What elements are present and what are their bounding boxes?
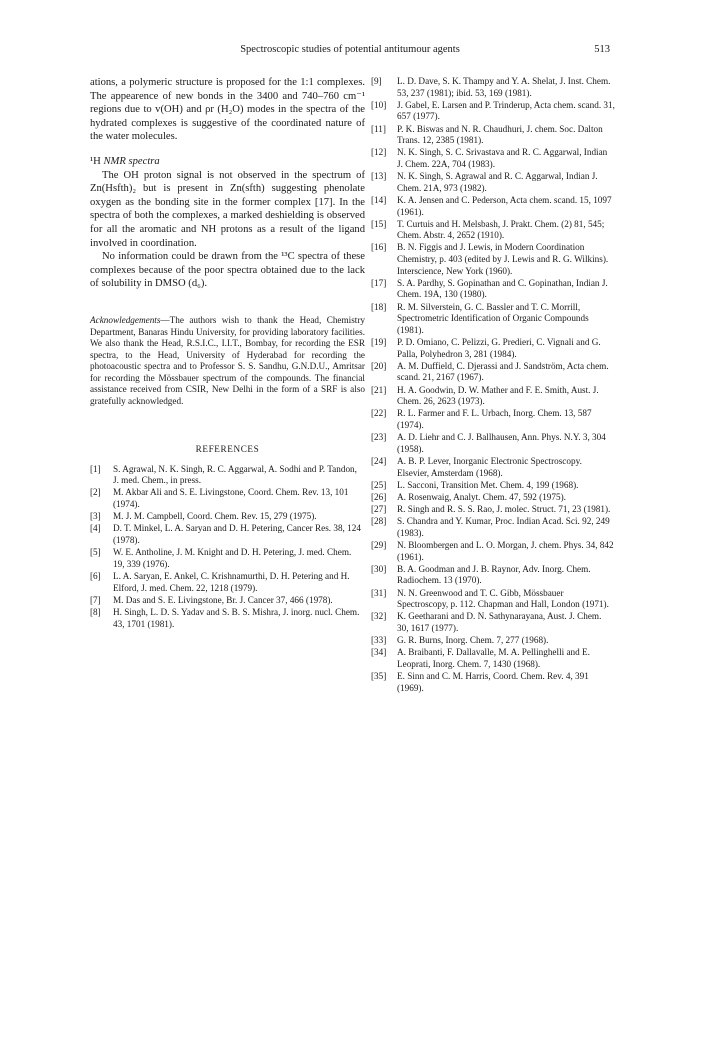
reference-number: [5]: [90, 547, 101, 558]
section-heading: [90, 155, 365, 169]
reference-entry: [371, 124, 615, 147]
reference-number: [24]: [371, 455, 387, 466]
reference-entry: [90, 607, 365, 630]
reference-text: K. A. Jensen and C. Pederson, Acta chem. scand. 15, 1097 (1961).: [397, 194, 612, 217]
reference-number: [3]: [90, 511, 101, 522]
reference-entry: [90, 547, 365, 570]
reference-entry: [371, 647, 615, 670]
reference-number: [22]: [371, 408, 387, 419]
reference-entry: [90, 595, 365, 607]
reference-entry: [371, 302, 615, 337]
reference-entry: [371, 408, 615, 431]
reference-text: B. A. Goodman and J. B. Raynor, Adv. Inorg. Chem. Radiochem. 13 (1970).: [397, 563, 591, 586]
reference-text: M. J. M. Campbell, Coord. Chem. Rev. 15, 279 (1975).: [113, 511, 317, 522]
reference-number: [10]: [371, 99, 387, 110]
reference-entry: [371, 588, 615, 611]
acknowledgements-text: —The authors wish to thank the Head, Chemistry Department, Banaras Hindu University, for providing laboratory facilities. We also thank the Head, R.S.I.C., I.I.T., Bombay, for recording the ESR spectra, to the Head, University of Hyderabad for recording the photoacoustic spectra and to Professor S. S. Sandhu, G.N.D.U., Amritsar for recording the Mössbauer spectrum of the compounds. The financial assistance received from CSIR, New Delhi in the form of a SRF is also gratefully acknowledged.: [90, 314, 365, 407]
reference-number: [9]: [371, 76, 382, 86]
reference-number: [11]: [371, 123, 386, 134]
reference-text: A. Braibanti, F. Dallavalle, M. A. Pellinghelli and E. Leoprati, Inorg. Chem. 7, 1430 (1968).: [397, 647, 590, 669]
reference-entry: [90, 487, 365, 510]
reference-text: K. Geetharani and D. N. Sathynarayana, Aust. J. Chem. 30, 1617 (1977).: [397, 611, 602, 633]
reference-entry: [90, 464, 365, 487]
reference-number: [32]: [371, 611, 387, 622]
reference-number: [34]: [371, 647, 387, 658]
reference-number: [20]: [371, 360, 387, 371]
reference-text: L. D. Dave, S. K. Thampy and Y. A. Shelat, J. Inst. Chem. 53, 237 (1981); ibid. 53, 169 (1981).: [397, 76, 611, 98]
reference-number: [28]: [371, 516, 387, 527]
page-number: 513: [594, 44, 610, 55]
reference-text: J. Gabel, E. Larsen and P. Trinderup, Acta chem. scand. 31, 657 (1977).: [397, 99, 615, 122]
body-paragraph-2: The OH proton signal is not observed in the spectrum of Zn(Hsfth)₂ but is present in Zn(sfth) suggesting phenolate oxygen as the bonding site in the former complex [17]. In the spectra of both the complexes, a marked deshielding is observed for all the aromatic and NH protons as a result of the ligand involved in coordination.: [90, 169, 365, 249]
reference-number: [18]: [371, 301, 387, 312]
reference-text: R. M. Silverstein, G. C. Bassler and T. C. Morrill, Spectrometric Identification of Organic Compounds (1981).: [397, 301, 589, 335]
reference-number: [14]: [371, 194, 387, 205]
reference-entry: [90, 511, 365, 523]
reference-text: N. N. Greenwood and T. C. Gibb, Mössbauer Spectroscopy, p. 112. Chapman and Hall, London (1971).: [397, 587, 609, 610]
acknowledgements-label: Acknowledgements: [90, 314, 161, 325]
right-column: [371, 76, 615, 695]
reference-entry: [371, 611, 615, 634]
reference-number: [8]: [90, 606, 101, 617]
reference-number: [26]: [371, 491, 387, 502]
reference-entry: [371, 504, 615, 516]
reference-text: H. Singh, L. D. S. Yadav and S. B. S. Mishra, J. inorg. nucl. Chem. 43, 1701 (1981).: [113, 606, 360, 629]
body-paragraph-3: No information could be drawn from the ¹³C spectra of these complexes because of the poor spectra obtained due to the lack of solubility in DMSO (d₆).: [90, 251, 365, 290]
reference-number: [35]: [371, 671, 387, 682]
reference-number: [15]: [371, 218, 387, 229]
reference-number: [29]: [371, 540, 387, 551]
reference-entry: [371, 219, 615, 242]
reference-text: N. K. Singh, S. Agrawal and R. C. Aggarwal, Indian J. Chem. 21A, 973 (1982).: [397, 171, 598, 193]
reference-entry: [371, 540, 615, 563]
reference-entry: [90, 523, 365, 546]
reference-number: [33]: [371, 635, 387, 646]
reference-entry: [90, 571, 365, 594]
reference-text: P. K. Biswas and N. R. Chaudhuri, J. chem. Soc. Dalton Trans. 12, 2385 (1981).: [397, 123, 603, 146]
reference-entry: [371, 195, 615, 218]
reference-entry: [371, 516, 615, 539]
reference-text: P. D. Omiano, C. Pelizzi, G. Predieri, C. Vignali and G. Palla, Polyhedron 3, 281 (1984).: [397, 337, 601, 359]
reference-text: B. N. Figgis and J. Lewis, in Modern Coordination Chemistry, p. 403 (edited by J. Lewis and R. G. Wilkins). Interscience, New York (1960).: [397, 242, 609, 276]
reference-entry: [371, 337, 615, 360]
reference-entry: [371, 100, 615, 123]
left-column: [90, 76, 365, 631]
reference-entry: [371, 635, 615, 647]
reference-text: N. K. Singh, S. C. Srivastava and R. C. Aggarwal, Indian J. Chem. 22A, 704 (1983).: [397, 147, 608, 169]
reference-text: S. Agrawal, N. K. Singh, R. C. Aggarwal, A. Sodhi and P. Tandon, J. med. Chem., in press.: [113, 463, 357, 486]
running-header: [90, 44, 610, 60]
reference-entry: [371, 456, 615, 479]
reference-number: [25]: [371, 479, 387, 490]
section-heading-prefix: ¹H: [90, 155, 104, 167]
reference-number: [2]: [90, 487, 101, 498]
reference-text: G. R. Burns, Inorg. Chem. 7, 277 (1968).: [397, 635, 549, 646]
reference-text: N. Bloombergen and L. O. Morgan, J. chem. Phys. 34, 842 (1961).: [397, 540, 614, 562]
reference-entry: [371, 480, 615, 492]
reference-text: A. B. P. Lever, Inorganic Electronic Spectroscopy. Elsevier, Amsterdam (1968).: [397, 455, 582, 478]
reference-number: [30]: [371, 563, 387, 574]
reference-number: [17]: [371, 277, 387, 288]
reference-entry: [371, 385, 615, 408]
reference-text: S. Chandra and Y. Kumar, Proc. Indian Acad. Sci. 92, 249 (1983).: [397, 516, 610, 538]
reference-list-left: [90, 464, 365, 630]
section-heading-title: NMR spectra: [103, 155, 160, 167]
reference-number: [13]: [371, 171, 387, 182]
reference-number: [27]: [371, 504, 387, 515]
reference-text: L. A. Saryan, E. Ankel, C. Krishnamurthi, D. H. Petering and H. Elford, J. med. Chem. 22, 1218 (1979).: [113, 570, 350, 593]
reference-number: [1]: [90, 463, 101, 474]
reference-number: [23]: [371, 432, 387, 443]
reference-entry: [371, 147, 615, 170]
reference-entry: [371, 361, 615, 384]
reference-entry: [371, 171, 615, 194]
reference-entry: [371, 76, 615, 99]
reference-entry: [371, 242, 615, 277]
reference-text: M. Akbar Ali and S. E. Livingstone, Coord. Chem. Rev. 13, 101 (1974).: [113, 487, 349, 510]
reference-number: [21]: [371, 384, 387, 395]
reference-text: H. A. Goodwin, D. W. Mather and F. E. Smith, Aust. J. Chem. 26, 2623 (1973).: [397, 384, 599, 407]
references-heading: REFERENCES: [195, 443, 260, 454]
reference-entry: [371, 671, 615, 694]
reference-text: D. T. Minkel, L. A. Saryan and D. H. Petering, Cancer Res. 38, 124 (1978).: [113, 523, 361, 545]
reference-number: [31]: [371, 587, 387, 598]
reference-text: A. D. Liehr and C. J. Ballhausen, Ann. Phys. N.Y. 3, 304 (1958).: [397, 432, 606, 454]
reference-number: [7]: [90, 594, 101, 605]
reference-number: [12]: [371, 147, 387, 158]
reference-number: [19]: [371, 337, 387, 347]
acknowledgements: [90, 315, 365, 408]
reference-entry: [371, 564, 615, 587]
reference-text: A. Rosenwaig, Analyt. Chem. 47, 592 (1975).: [397, 491, 566, 502]
reference-text: R. Singh and R. S. S. Rao, J. molec. Struct. 71, 23 (1981).: [397, 504, 611, 515]
body-paragraph-1: ations, a polymeric structure is proposed for the 1:1 complexes. The appearence of new bonds in the 3400 and 740–760 cm⁻¹ regions due to v(OH) and ρr (H₂O) modes in the spectra of the hydrated complexes is suggestive of the coordinated nature of the water molecules.: [90, 77, 365, 143]
reference-list-right: [371, 76, 615, 694]
reference-text: A. M. Duffield, C. Djerassi and J. Sandström, Acta chem. scand. 21, 2167 (1967).: [397, 360, 609, 383]
reference-entry: [371, 492, 615, 504]
reference-text: E. Sinn and C. M. Harris, Coord. Chem. Rev. 4, 391 (1969).: [397, 671, 589, 693]
reference-number: [16]: [371, 242, 387, 253]
reference-entry: [371, 278, 615, 301]
reference-text: T. Curtuis and H. Melsbash, J. Prakt. Chem. (2) 81, 545; Chem. Abstr. 4, 2652 (1910).: [397, 218, 605, 241]
reference-number: [4]: [90, 523, 101, 534]
running-title: Spectroscopic studies of potential antitumour agents: [240, 44, 460, 55]
reference-text: R. L. Farmer and F. L. Urbach, Inorg. Chem. 13, 587 (1974).: [397, 408, 592, 430]
reference-text: W. E. Antholine, J. M. Knight and D. H. Petering, J. med. Chem. 19, 339 (1976).: [113, 547, 352, 569]
reference-number: [6]: [90, 570, 101, 581]
reference-text: M. Das and S. E. Livingstone, Br. J. Cancer 37, 466 (1978).: [113, 594, 333, 605]
reference-text: L. Sacconi, Transition Met. Chem. 4, 199 (1968).: [397, 479, 579, 490]
reference-entry: [371, 432, 615, 455]
reference-text: S. A. Pardhy, S. Gopinathan and C. Gopinathan, Indian J. Chem. 19A, 130 (1980).: [397, 277, 608, 300]
